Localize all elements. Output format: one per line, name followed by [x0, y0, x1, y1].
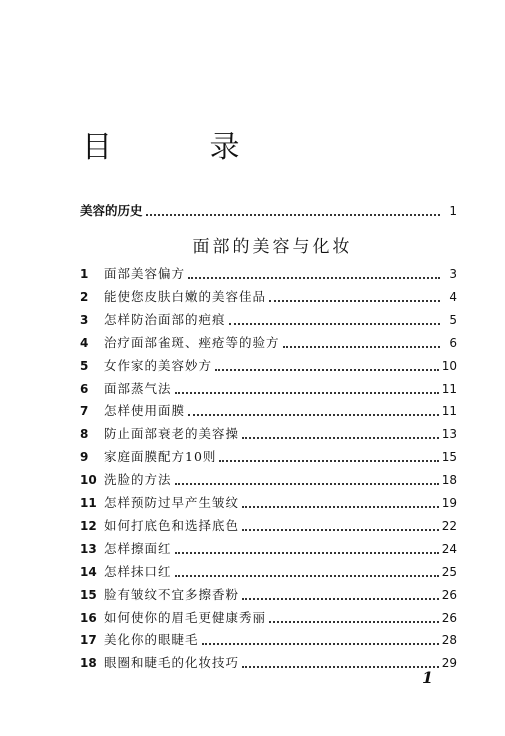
toc-entry-number: 1 [80, 267, 89, 281]
toc-entry-title: 美化你的眼睫毛 [104, 632, 199, 648]
toc-entry-title: 眼圈和睫毛的化妆技巧 [104, 655, 240, 671]
toc-entry-title: 防止面部衰老的美容操 [104, 426, 240, 442]
toc-entry-page: 11 [441, 381, 457, 396]
toc-entry-page: 26 [441, 610, 457, 625]
toc-entry-number: 6 [80, 381, 89, 396]
toc-entry[interactable] [80, 470, 457, 490]
toc-entry[interactable] [80, 653, 457, 673]
dot-leader [283, 346, 440, 348]
page-title: 目 录 [82, 130, 284, 165]
toc-entry-page: 18 [441, 473, 457, 488]
toc-entry-number: 9 [80, 450, 89, 465]
toc-entry-page: 6 [449, 335, 457, 350]
dot-leader [219, 460, 438, 462]
toc-entry-title: 怎样预防过早产生皱纹 [104, 495, 240, 510]
toc-entry[interactable] [80, 264, 457, 284]
toc-entry-history[interactable] [80, 201, 457, 221]
toc-entry-number: 17 [80, 633, 97, 648]
toc-entry-page: 13 [441, 427, 457, 442]
dot-leader [242, 666, 439, 668]
toc-entry[interactable] [80, 333, 457, 353]
toc-entry-page: 15 [441, 450, 457, 465]
toc-entry[interactable] [80, 493, 457, 513]
dot-leader [188, 414, 439, 416]
dot-leader [242, 598, 439, 600]
toc-entry[interactable] [80, 447, 457, 467]
toc-entry-number: 13 [80, 541, 97, 556]
toc-entry-title: 女作家的美容妙方 [104, 357, 213, 373]
toc-entry[interactable] [80, 356, 457, 376]
toc-entry-page: 29 [441, 656, 457, 671]
toc-entry-page: 4 [449, 289, 457, 304]
dot-leader [242, 437, 439, 439]
toc-entry-page: 19 [441, 496, 457, 510]
toc-entry-page: 3 [449, 267, 457, 281]
toc-entry-title: 面部美容偏方 [104, 266, 186, 281]
toc-entry-title: 怎样防治面部的疤痕 [104, 311, 226, 327]
section-heading: 面部的美容与化妆 [192, 237, 353, 257]
dot-leader [229, 323, 440, 325]
toc-entry[interactable] [80, 585, 457, 605]
toc-entry[interactable] [80, 516, 457, 536]
toc-entry[interactable] [80, 287, 457, 307]
toc-entry-title: 能使您皮肤白嫩的美容佳品 [104, 288, 267, 304]
toc-entry-title: 洗脸的方法 [104, 472, 172, 488]
toc-entry-title: 如何打底色和选择底色 [104, 517, 240, 533]
page-number: 1 [422, 668, 434, 687]
toc-entry-title: 面部蒸气法 [104, 380, 172, 396]
toc-entry-page: 1 [449, 204, 457, 218]
dot-leader [202, 643, 439, 645]
toc-entry-number: 18 [80, 656, 97, 671]
toc-entry-page: 5 [449, 312, 457, 327]
dot-leader [175, 552, 439, 554]
toc-entry-title: 怎样抹口红 [104, 563, 172, 579]
toc-entry-number: 11 [80, 496, 97, 510]
dot-leader [146, 214, 440, 216]
toc-entry-number: 16 [80, 610, 97, 625]
toc-entry-page: 28 [441, 633, 457, 648]
toc-entry-number: 8 [80, 427, 89, 442]
dot-leader [188, 277, 440, 279]
dot-leader [242, 529, 439, 531]
toc-entry-number: 14 [80, 564, 97, 579]
toc-entry-title: 美容的历史 [80, 203, 143, 218]
toc-entry[interactable] [80, 630, 457, 650]
toc-entry-title: 怎样擦面红 [104, 540, 172, 556]
toc-entry[interactable] [80, 562, 457, 582]
toc-entry-number: 12 [80, 518, 97, 533]
toc-entry-page: 11 [441, 404, 457, 419]
dot-leader [175, 392, 439, 394]
toc-entry-page: 10 [441, 358, 457, 373]
toc-entry[interactable] [80, 401, 457, 421]
toc-entry-title: 治疗面部雀斑、痤疮等的验方 [104, 334, 280, 350]
toc-entry-number: 10 [80, 473, 97, 488]
toc-entry-page: 25 [441, 564, 457, 579]
toc-entry-title: 家庭面膜配方10则 [104, 449, 217, 465]
dot-leader [269, 300, 440, 302]
toc-entry-page: 24 [441, 541, 457, 556]
toc-entry-number: 2 [80, 289, 89, 304]
toc-entry-number: 15 [80, 587, 97, 602]
toc-entry[interactable] [80, 608, 457, 628]
toc-entry[interactable] [80, 310, 457, 330]
toc-entry-number: 7 [80, 404, 89, 419]
toc-entry-page: 26 [441, 587, 457, 602]
toc-entry[interactable] [80, 539, 457, 559]
toc-entry-number: 3 [80, 312, 89, 327]
toc-entry-number: 5 [80, 358, 89, 373]
dot-leader [242, 506, 439, 508]
toc-entry-title: 怎样使用面膜 [104, 403, 186, 419]
toc-entry-title: 如何使你的眉毛更健康秀丽 [104, 609, 267, 625]
toc-entry[interactable] [80, 424, 457, 444]
dot-leader [215, 369, 439, 371]
toc-entry[interactable] [80, 379, 457, 399]
dot-leader [175, 483, 439, 485]
dot-leader [269, 621, 439, 623]
toc-entry-title: 脸有皱纹不宜多擦香粉 [104, 586, 240, 602]
dot-leader [175, 575, 439, 577]
toc-entry-page: 22 [441, 518, 457, 533]
toc-entry-number: 4 [80, 335, 89, 350]
